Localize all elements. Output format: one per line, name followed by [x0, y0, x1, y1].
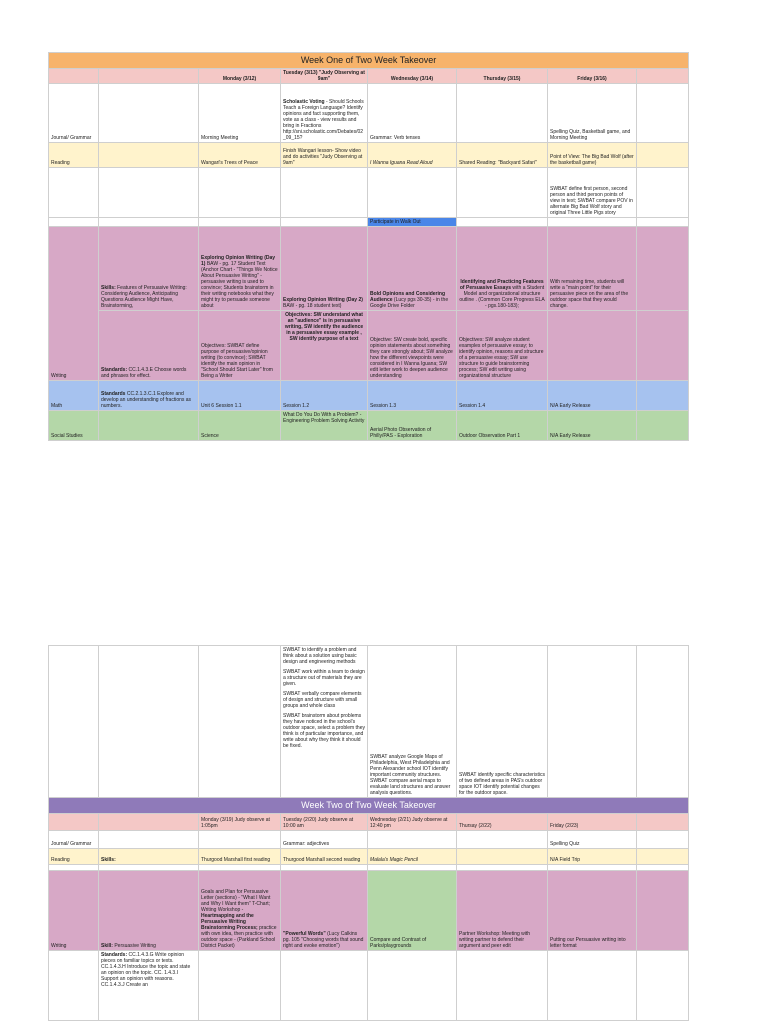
row-label-writing: Writing [49, 227, 99, 381]
day-header-monday: Monday (3/12) [199, 69, 281, 84]
w2-journal-tuesday: Grammar: adjectives [281, 831, 368, 849]
math-row [49, 381, 689, 411]
week-two-title-row [49, 798, 689, 814]
writing-wednesday: Bold Opinions and Considering Audience (Lucy pgs 30-35) - in the Google Drive Folder [368, 227, 457, 311]
w2-journal-row [49, 831, 689, 849]
writing-tuesday-objectives: Objectives: SW understand what an "audience" is in persuasive writing, SW identify the audience in a persuasive essay example , SW identify purpose of a text [281, 311, 368, 381]
writing-wednesday-objectives: Objective: SW create bold, specific opinion statements about something they care strongly about; SW analyze how the different viewpoints were considered in I Wanna Iguana; SW edit letter work to deepen audience understanding [368, 311, 457, 381]
reading-row [49, 143, 689, 168]
w2-row-label-writing: Writing [49, 871, 99, 951]
w2-day-header-friday: Friday (2/23) [548, 814, 637, 831]
w2-row-label-journal: Journal/ Grammar [49, 831, 99, 849]
row-label-reading: Reading [49, 143, 99, 168]
writing-tuesday: Exploring Opinion Writing (Day 2) BAW - pg. 18 student text) [281, 227, 368, 311]
w2-writing-wednesday: Compare and Contrast of Parks/playgrounds [368, 871, 457, 951]
w2-writing-thursday: Partner Workshop: Meeting with writing partner to defend their argument and peer edit [457, 871, 548, 951]
row-label-math: Math [49, 381, 99, 411]
reading-tuesday: Finish Wangari lesson- Show video and do activities "Judy Observing at 9am" [281, 143, 368, 168]
w2-standards-row [49, 951, 689, 1021]
week-one-table [48, 52, 689, 441]
social-friday: N/A Early Release [548, 411, 637, 441]
walkout-row [49, 218, 689, 227]
w2-writing-tuesday: "Powerful Words" (Lucy Calkins pg. 105 "Choosing words that sound right and evoke emotion") [281, 871, 368, 951]
reading-friday-objectives: SWBAT define first person, second person and third person points of view in text; SWBAT compare POV in alternate Big Bad Wolf story and original Three Little Pigs story [548, 168, 637, 218]
reading-thursday: Shared Reading: "Backyard Safari" [457, 143, 548, 168]
w2-journal-friday: Spelling Quiz [548, 831, 637, 849]
writing-skills: Skills: Features of Persuasive Writing: Considering Audience, Anticipating Questions Audience Might Have, Brainstorming, [99, 227, 199, 311]
w2-row-label-reading: Reading [49, 849, 99, 865]
w2-day-header-tuesday: Tuesday (2/20) Judy observe at 10:00 am [281, 814, 368, 831]
w2-reading-monday: Thurgood Marshall first reading [199, 849, 281, 865]
w2-reading-tuesday: Thurgood Marshall second reading [281, 849, 368, 865]
social-wednesday: Aerial Photo Observation of Philly/PAS - Exploration [368, 411, 457, 441]
week-one-day-header-row [49, 69, 689, 84]
week-two-day-header-row [49, 814, 689, 831]
w2-writing-skill: Skill: Persuasive Writing [99, 871, 199, 951]
writing-thursday: Identifying and Practicing Features of Persuasive Essays with a Student Model and organizational structure outline . (Common Core Progress ELA - pgs.180-183); [457, 227, 548, 311]
continued-tuesday: SWBAT to identify a problem and think about a solution using basic design and engineering methods SWBAT work within a team to design a structure out of materials they are given. SWBAT verbally compare elements of design and structure with small groups and whole class SWBAT brainstorm about problems they have noticed in the school's outdoor space, select a problem they think is of particular importance, and write about why they think it should be fixed. [281, 646, 368, 798]
w2-day-header-wednesday: Wednesday (2/21) Judy observe at 12:40 pm [368, 814, 457, 831]
writing-monday: Exploring Opinion Writing (Day 1) BAW - pg. 17 Student Text (Anchor Chart - "Things We Notice About Persuasive Writing" - persuasive writing is used to convince; Students brainstorm in their writing notebooks what they might try to persuade someone about [199, 227, 281, 311]
reading-objectives-row [49, 168, 689, 218]
math-friday: N/A Early Release [548, 381, 637, 411]
journal-tuesday: Scholastic Voting - Should Schools Teach a Foreign Language? Identify opinions and fact supporting them, vote as a class - view results and bring in Fractions http://sni.scholastic.com/Debates/02_09_15? [281, 84, 368, 143]
walkout-cell: Participate in Walk Out [368, 218, 457, 227]
writing-standards: Standards: CC.1.4.3.E Choose words and phrases for effect. [99, 311, 199, 381]
writing-row-b [49, 311, 689, 381]
continued-objectives-row [49, 646, 689, 798]
week-two-table [48, 645, 689, 1021]
day-header-wednesday: Wednesday (3/14) [368, 69, 457, 84]
day-header-tuesday: Tuesday (3/13) "Judy Observing at 9am" [281, 69, 368, 84]
w2-writing-standards: Standards: CC.1.4.3.G Write opinion pieces on familiar topics or texts. CC.1.4.3.H Introduce the topic and state an opinion on the topic. CC. 1.4.3.I Support an opinion with reasons. CC.1.4.3.J Create an [99, 951, 199, 1021]
social-studies-row [49, 411, 689, 441]
row-label-social-studies: Social Studies [49, 411, 99, 441]
continued-wednesday: SWBAT analyze Google Maps of Philadelphia, West Philadelphia and Penn Alexander school IOT identify important community structures. SWBAT compare aerial maps to evaluate land structures and answer analysis questions. [368, 646, 457, 798]
day-header-friday: Friday (3/16) [548, 69, 637, 84]
w2-writing-friday: Putting our Persuasive writing into letter format [548, 871, 637, 951]
w2-writing-row [49, 871, 689, 951]
week-two-title: Week Two of Two Week Takeover [49, 798, 689, 814]
w2-reading-wednesday: Malala's Magic Pencil [368, 849, 457, 865]
writing-row-a [49, 227, 689, 311]
math-monday: Unit 6 Session 1.1 [199, 381, 281, 411]
math-tuesday: Session 1.2 [281, 381, 368, 411]
writing-friday: With remaining time, students will write a "main point" for their persuasive piece on the area of the outdoor space that they would change. [548, 227, 637, 311]
w2-writing-monday: Goals and Plan for Persuasive Letter (sections) - "What I Want and Why I Want them" T-Chart; Writing Workshop - Heartmapping and the Persuasive Writing Brainstorming Process; practice with own idea, then practice with outdoor space - (Parkland School District Packet) [199, 871, 281, 951]
math-thursday: Session 1.4 [457, 381, 548, 411]
reading-monday: Wangari's Trees of Peace [199, 143, 281, 168]
writing-thursday-objectives: Objectives: SW analyze student examples of persuasive essay; to identify opinion, reasons and structure of a persuasive essay; SW use structure to guide brainstorming process; SW edit writing using organizational structure [457, 311, 548, 381]
reading-wednesday: I Wanna Iguana Read Aloud [368, 143, 457, 168]
reading-friday: Point of View: The Big Bad Wolf (after the basketball game) [548, 143, 637, 168]
w2-reading-friday: N/A Field Trip [548, 849, 637, 865]
row-label-journal: Journal/ Grammar [49, 84, 99, 143]
math-standards: Standards CC.2.1.3.C.1 Explore and develop an understanding of fractions as numbers. [99, 381, 199, 411]
day-header-thursday: Thursday (3/15) [457, 69, 548, 84]
w2-day-header-monday: Monday (3/19) Judy observe at 1:05pm [199, 814, 281, 831]
social-monday: Science [199, 411, 281, 441]
week-one-title: Week One of Two Week Takeover [49, 53, 689, 69]
writing-monday-objectives: Objectives: SWBAT define purpose of persuasive/opinion writing (to convince); SWBAT identify the main opinion in "School Should Start Later" from Being a Writer [199, 311, 281, 381]
journal-wednesday: Grammar: Verb tenses [368, 84, 457, 143]
week-one-title-row [49, 53, 689, 69]
w2-reading-row [49, 849, 689, 865]
social-tuesday: What Do You Do With a Problem? - Engineering Problem Solving Activity [281, 411, 368, 441]
w2-day-header-thursday: Thursay (2/22) [457, 814, 548, 831]
journal-monday: Morning Meeting [199, 84, 281, 143]
w2-reading-skills: Skills: [99, 849, 199, 865]
journal-row [49, 84, 689, 143]
journal-friday: Spelling Quiz, Basketball game, and Morning Meeting [548, 84, 637, 143]
math-wednesday: Session 1.3 [368, 381, 457, 411]
social-thursday: Outdoor Observation Part 1 [457, 411, 548, 441]
continued-thursday: SWBAT identify specific characteristics of two defined areas in PAS's outdoor space IOT identify potential changes for the outdoor space. [457, 646, 548, 798]
